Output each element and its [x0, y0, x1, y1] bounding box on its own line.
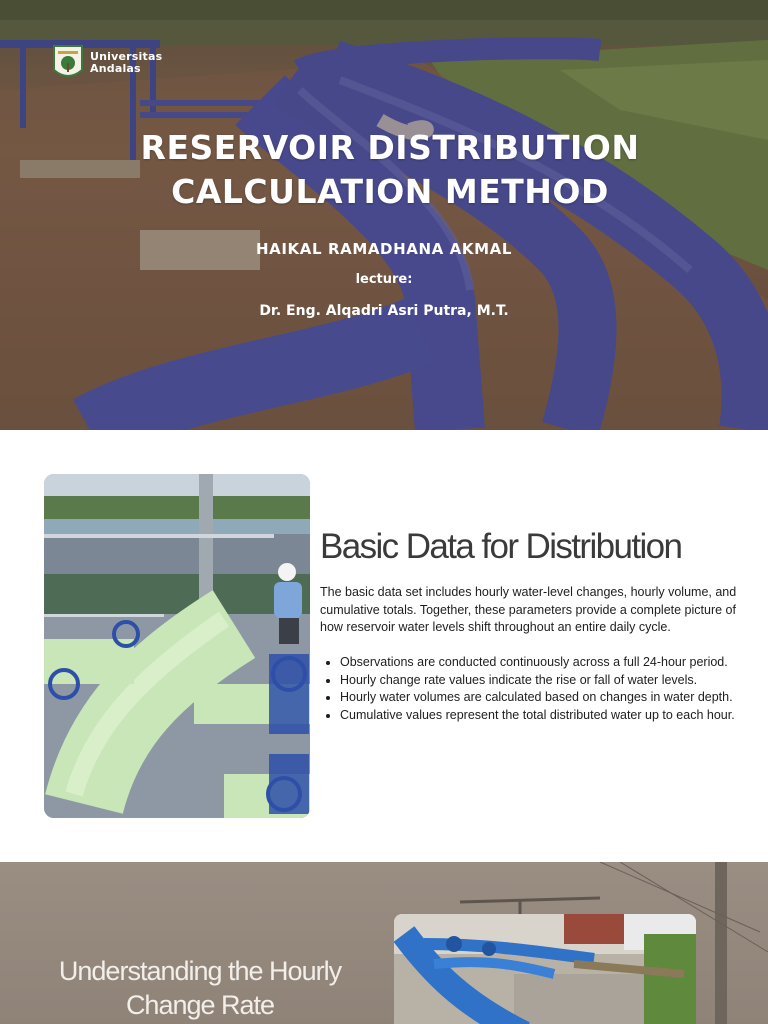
list-item: • Hourly water volumes are calculated based on changes in water depth.	[340, 689, 768, 707]
valve-station-photo	[44, 474, 310, 818]
university-emblem-icon	[52, 44, 84, 82]
section-title-hourly-change	[40, 954, 360, 1022]
list-item: • Hourly change rate values indicate the rise or fall of water levels.	[340, 672, 768, 690]
lecturer-name: Dr. Eng. Alqadri Asri Putra, M.T.	[259, 303, 509, 319]
hero-title-line2: CALCULATION METHOD	[171, 172, 609, 211]
section-title-line2: Change Rate	[125, 990, 275, 1020]
bullet-list	[320, 654, 768, 724]
logo-line1: Universitas	[90, 50, 163, 63]
blue-pipes-photo	[394, 914, 696, 1024]
section-paragraph: The basic data set includes hourly water-level changes, hourly volume, and cumulative totals. Together, these parameters provide a complete picture of how reservoir water levels shift throughout an entire daily cycle.	[320, 585, 737, 634]
hero-banner	[0, 0, 768, 430]
hero-title	[60, 126, 720, 214]
lecture-label: lecture:	[355, 272, 413, 287]
list-item: • Observations are conducted continuously across a full 24-hour period.	[340, 654, 768, 672]
section-title-line1: Understanding the Hourly	[58, 956, 342, 986]
logo-line2: Andalas	[90, 62, 141, 75]
section-title-basic-data: Basic Data for Distribution	[320, 527, 682, 566]
hourly-change-section	[0, 862, 768, 1024]
author-name: HAIKAL RAMADHANA AKMAL	[256, 240, 512, 258]
hero-title-line1: RESERVOIR DISTRIBUTION	[140, 128, 640, 167]
list-item: • Cumulative values represent the total distributed water up to each hour.	[340, 707, 768, 725]
university-logo	[52, 44, 162, 82]
